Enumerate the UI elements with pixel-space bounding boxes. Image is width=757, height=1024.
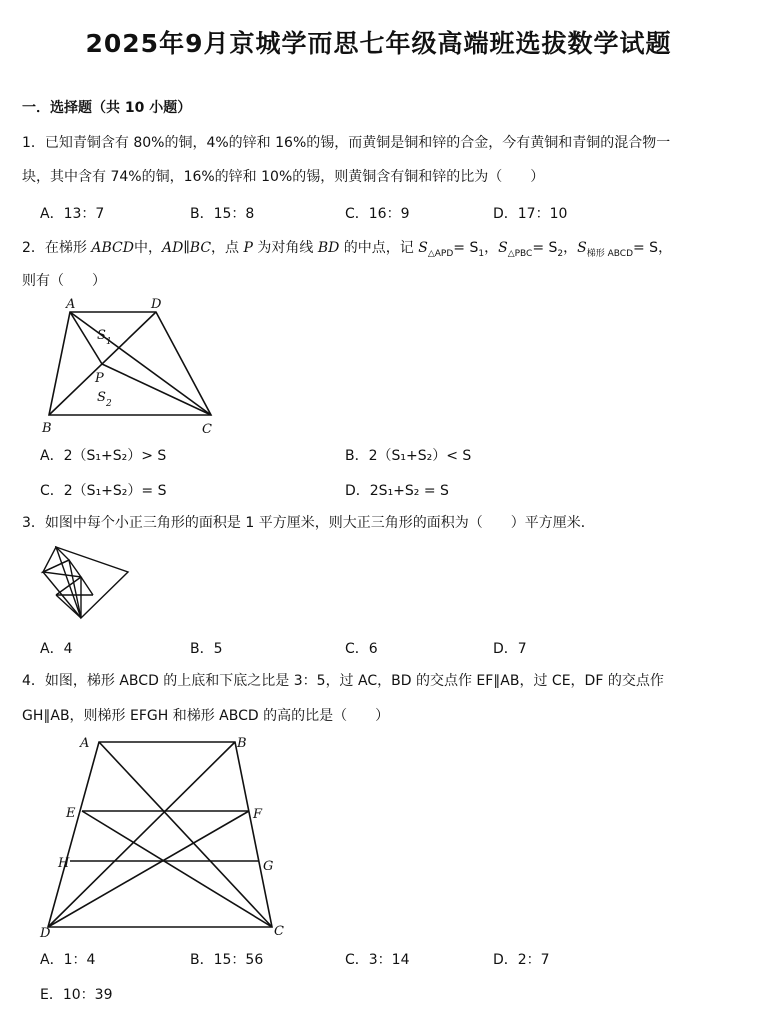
label-b: B xyxy=(237,736,247,751)
label-f: F xyxy=(253,807,263,822)
q2-option-d[interactable]: D．2S₁+S₂ = S xyxy=(345,483,449,499)
trapezoid-abcd xyxy=(49,312,211,415)
q2-sub: 2 xyxy=(557,248,564,259)
label-e: E xyxy=(66,806,76,821)
question-2-line-2: 则有（ ） xyxy=(22,273,106,289)
q2-var: S xyxy=(577,240,587,256)
page-title: 2025年9月京城学而思七年级高端班选拔数学试题 xyxy=(85,29,672,58)
label-a: A xyxy=(66,297,76,312)
question-3-text: 3．如图中每个小正三角形的面积是 1 平方厘米，则大正三角形的面积为（ ）平方厘米． xyxy=(22,515,595,531)
question-1-line-2: 块，其中含有 74%的铜，16%的锌和 10%的锡，则黄铜含有铜和锌的比为（ ） xyxy=(22,169,545,185)
q2-text: ， xyxy=(484,240,499,256)
trapezoid-abcd xyxy=(48,742,272,927)
question-2-line-1 xyxy=(22,231,672,271)
q2-trapezoid-figure xyxy=(36,293,226,439)
q2-sub: 梯形 ABCD xyxy=(586,248,633,259)
label-d: D xyxy=(151,297,162,312)
q4-option-d[interactable]: D．2：7 xyxy=(493,952,550,968)
label-h: H xyxy=(58,856,70,871)
q4-option-c[interactable]: C．3：14 xyxy=(345,952,410,968)
q4-option-b[interactable]: B．15：56 xyxy=(190,952,264,968)
q3-triangle-figure xyxy=(38,542,134,624)
q1-option-c[interactable]: C．16：9 xyxy=(345,206,410,222)
q2-option-c[interactable]: C．2（S₁+S₂）= S xyxy=(40,483,167,499)
q2-text: 中， xyxy=(133,240,162,256)
q1-option-b[interactable]: B．15：8 xyxy=(190,206,255,222)
q2-text: ，点 xyxy=(211,240,240,256)
q2-sub: 1 xyxy=(478,248,485,259)
q2-text: ， xyxy=(563,240,578,256)
label-c: C xyxy=(202,422,212,437)
q2-text: = S， xyxy=(633,240,673,256)
q3-option-d[interactable]: D．7 xyxy=(493,641,527,657)
q2-sub: △PBC xyxy=(507,248,533,259)
label-d: D xyxy=(40,926,51,941)
q2-option-a[interactable]: A．2（S₁+S₂）> S xyxy=(40,448,167,464)
segment-pc xyxy=(102,364,211,415)
section-heading: 一．选择题（共 10 小题） xyxy=(22,100,192,116)
q2-var: S xyxy=(418,240,428,256)
question-1-line-1: 1．已知青铜含有 80%的铜，4%的锌和 16%的锡，而黄铜是铜和锌的合金，今有黄铜和青铜的混合物一 xyxy=(22,135,671,151)
label-s2-sub: 2 xyxy=(106,399,112,409)
segment-ce xyxy=(82,811,272,927)
question-4-line-1: 4．如图，梯形 ABCD 的上底和下底之比是 3：5，过 AC，BD 的交点作 EF∥AB，过 CE，DF 的交点作 xyxy=(22,673,664,689)
q2-sub: △APD xyxy=(427,248,454,259)
q2-var: BD xyxy=(317,240,340,256)
q1-option-a[interactable]: A．13：7 xyxy=(40,206,105,222)
q4-option-e[interactable]: E．10：39 xyxy=(40,987,113,1003)
q2-text: 的中点，记 xyxy=(343,240,414,256)
diagonal-ac xyxy=(99,742,272,927)
q2-option-b[interactable]: B．2（S₁+S₂）< S xyxy=(345,448,472,464)
label-g: G xyxy=(263,859,274,874)
q2-var: P xyxy=(243,240,253,256)
q2-var: AD∥BC xyxy=(161,240,212,256)
q3-option-c[interactable]: C．6 xyxy=(345,641,378,657)
label-s1: S xyxy=(97,328,106,343)
label-s2: S xyxy=(97,390,106,405)
q2-text: = S xyxy=(453,240,479,256)
q3-option-a[interactable]: A．4 xyxy=(40,641,73,657)
inner-line-6 xyxy=(81,577,93,595)
q2-text: 为对角线 xyxy=(257,240,314,256)
label-p: P xyxy=(95,371,104,386)
label-a: A xyxy=(80,736,90,751)
q3-option-b[interactable]: B．5 xyxy=(190,641,223,657)
q2-text: = S xyxy=(532,240,558,256)
q2-var: ABCD xyxy=(91,240,134,256)
q2-text: 2．在梯形 xyxy=(22,240,87,256)
q1-option-d[interactable]: D．17：10 xyxy=(493,206,568,222)
label-s1-sub: 1 xyxy=(106,337,112,347)
q4-option-a[interactable]: A．1：4 xyxy=(40,952,96,968)
label-b: B xyxy=(42,421,52,436)
q4-trapezoid-figure xyxy=(36,730,296,944)
question-4-line-2: GH∥AB，则梯形 EFGH 和梯形 ABCD 的高的比是（ ） xyxy=(22,708,390,724)
label-c: C xyxy=(274,924,284,939)
q2-var: S xyxy=(498,240,508,256)
